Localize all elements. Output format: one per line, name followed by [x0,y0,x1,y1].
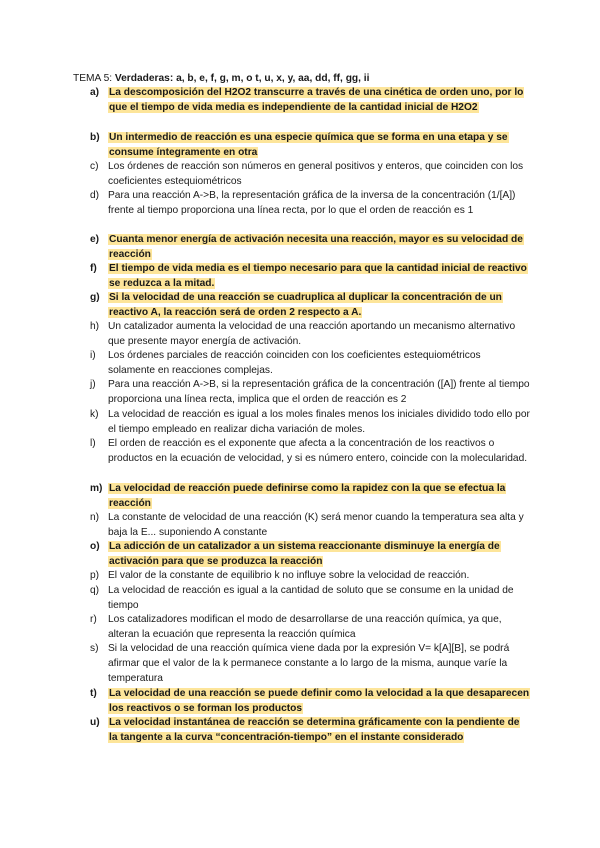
item-text: Para una reacción A->B, si la representación gráfica de la concentración ([A]) frente al tiempo proporciona una línea recta, implica que el orden de reacción es 2 [108,379,530,405]
item-letter: m) [90,483,103,494]
item-text: Para una reacción A->B, la representación gráfica de la inversa de la concentración (1/[A]) frente al tiempo proporciona una línea recta, por lo que el orden de reacción es 1 [108,190,516,216]
statement-item [90,437,530,467]
item-letter: q) [90,585,100,596]
item-text: El tiempo de vida media es el tiempo necesario para que la cantidad inicial de reactivo se reduzca a la mitad. [109,263,527,289]
statement-item [90,642,530,686]
item-text: La velocidad instantánea de reacción se determina gráficamente con la pendiente de la tangente a la curva “concentración-tiempo” en el instante considerado [109,717,520,743]
statement-item [90,716,530,746]
statement-item [90,86,530,116]
item-letter: g) [90,292,100,303]
header-prefix: TEMA 5: [73,73,115,84]
statement-item [90,687,530,717]
header-label: Verdaderas: a, b, e, f, g, m, o t, u, x, y, aa, dd, ff, gg, ii [114,73,370,84]
statement-item [90,584,530,614]
item-letter: l) [90,438,96,449]
item-letter: i) [90,350,96,361]
item-text: El valor de la constante de equilibrio k no influye sobre la velocidad de reacción. [108,570,470,581]
item-letter: k) [90,409,99,420]
statement-item [90,569,530,584]
item-letter: r) [90,614,97,625]
item-text: La descomposición del H2O2 transcurre a través de una cinética de orden uno, por lo que el tiempo de vida media es independiente de la cantidad inicial de H2O2 [109,87,524,113]
item-text: Los catalizadores modifican el modo de desarrollarse de una reacción química, ya que, alteran la ecuación que representa la reacción química [108,614,502,640]
item-letter: o) [90,541,100,552]
item-letter: f) [90,263,97,274]
item-text: La velocidad de reacción puede definirse como la rapidez con la que se efectua la reacción [109,483,506,509]
statement-item [90,291,530,321]
item-text: Cuanta menor energía de activación necesita una reacción, mayor es su velocidad de reacción [109,234,523,260]
item-text: Un catalizador aumenta la velocidad de una reacción aportando un mecanismo alternativo que presente mayor energía de activación. [108,321,516,347]
item-letter: n) [90,512,100,523]
statement-item [90,378,530,408]
item-text: La velocidad de una reacción se puede definir como la velocidad a la que desaparecen los reactivos o se forman los productos [109,688,530,714]
item-letter: u) [90,717,100,728]
item-letter: j) [90,379,96,390]
document-header [73,72,369,86]
item-text: Si la velocidad de una reacción se cuadruplica al duplicar la concentración de un reactivo A, la reacción será de orden 2 respecto a A. [109,292,502,318]
item-letter: h) [90,321,100,332]
item-letter: d) [90,190,100,201]
statement-item [90,189,530,219]
statement-item [90,511,530,541]
item-text: Un intermedio de reacción es una especie química que se forma en una etapa y se consume íntegramente en otra [109,132,508,158]
item-text: Los órdenes parciales de reacción coinciden con los coeficientes estequiométricos solamente en reacciones complejas. [108,350,481,376]
item-text: El orden de reacción es el exponente que afecta a la concentración de los reactivos o productos en la ecuación de velocidad, y si es número entero, coincide con la molecularidad. [108,438,528,464]
item-text: Los órdenes de reacción son números en general positivos y enteros, que coinciden con los coeficientes estequiométricos [108,161,524,187]
item-letter: s) [90,643,99,654]
item-letter: t) [90,688,97,699]
item-text: Si la velocidad de una reacción química viene dada por la expresión V= k[A][B], se podrá afirmar que el valor de la k permanece constante a lo largo de la misma, aunque varíe la temperatura [108,643,510,684]
item-letter: a) [90,87,100,98]
statement-item [90,233,530,263]
statement-item [90,482,530,512]
item-text: La velocidad de reacción es igual a la cantidad de soluto que se consume en la unidad de tiempo [108,585,514,611]
statement-item [90,349,530,379]
item-letter: b) [90,132,100,143]
item-text: La adicción de un catalizador a un sistema reaccionante disminuye la energía de activación para que se produzca la reacción [109,541,500,567]
item-letter: e) [90,234,100,245]
item-letter: c) [90,161,99,172]
statement-item [90,131,530,161]
item-letter: p) [90,570,100,581]
item-text: La velocidad de reacción es igual a los moles finales menos los iniciales dividido todo ello por el tiempo empleado en realizar dicha variación de moles. [108,409,530,435]
statement-item [90,262,530,292]
statement-item [90,160,530,190]
statement-item [90,408,530,438]
statement-item [90,540,530,570]
item-text: La constante de velocidad de una reacción (K) será menor cuando la temperatura sea alta y baja la E... suponiendo A constante [108,512,524,538]
statement-item [90,613,530,643]
statement-item [90,320,530,350]
